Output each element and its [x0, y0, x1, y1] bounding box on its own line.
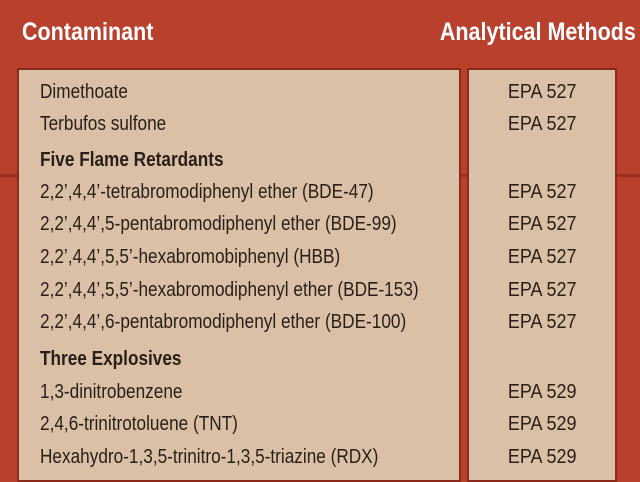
- analytical-method-label: EPA 527: [507, 246, 577, 268]
- analytical-method-label: EPA 527: [507, 213, 577, 235]
- analytical-method: [467, 408, 617, 440]
- analytical-method: [467, 76, 617, 108]
- contaminant-name: 2,2’,4,4’-tetrabromodiphenyl ether (BDE-47): [40, 181, 374, 203]
- analytical-method: [467, 208, 617, 240]
- contaminant-name: 2,4,6-trinitrotoluene (TNT): [40, 413, 238, 435]
- analytical-method: [467, 441, 617, 473]
- analytical-method-label: EPA 529: [507, 413, 577, 435]
- contaminant-name: Terbufos sulfone: [40, 113, 167, 135]
- section-heading: Three Explosives: [40, 348, 182, 370]
- contaminant-name: 2,2’,4,4’,5,5’-hexabromodiphenyl ether (BDE-153): [40, 279, 419, 301]
- contaminant-name: Hexahydro-1,3,5-trinitro-1,3,5-triazine (RDX): [40, 446, 379, 468]
- analytical-method: [467, 376, 617, 408]
- contaminant-name: 2,2’,4,4’,5,5’-hexabromobiphenyl (HBB): [40, 246, 341, 268]
- analytical-method-label: EPA 529: [507, 446, 577, 468]
- contaminant-name: Dimethoate: [40, 81, 128, 103]
- analytical-method: [467, 176, 617, 208]
- table-header: [0, 0, 640, 66]
- header-analytical-methods: Analytical Methods: [440, 18, 636, 46]
- analytical-method-label: EPA 527: [507, 279, 577, 301]
- analytical-method-label: EPA 527: [507, 113, 577, 135]
- section-heading: Five Flame Retardants: [40, 149, 224, 171]
- analytical-method-label: EPA 527: [507, 81, 577, 103]
- analytical-method: [467, 108, 617, 140]
- header-contaminant: Contaminant: [22, 18, 154, 46]
- contaminant-name: 2,2’,4,4’,5-pentabromodiphenyl ether (BDE-99): [40, 213, 397, 235]
- analytical-method-label: EPA 529: [507, 381, 577, 403]
- analytical-method-label: EPA 527: [507, 311, 577, 333]
- analytical-method-label: EPA 527: [507, 181, 577, 203]
- contaminant-name: 1,3-dinitrobenzene: [40, 381, 183, 403]
- contaminant-name: 2,2’,4,4’,6-pentabromodiphenyl ether (BDE-100): [40, 311, 407, 333]
- analytical-method: [467, 306, 617, 338]
- analytical-method: [467, 241, 617, 273]
- analytical-method: [467, 274, 617, 306]
